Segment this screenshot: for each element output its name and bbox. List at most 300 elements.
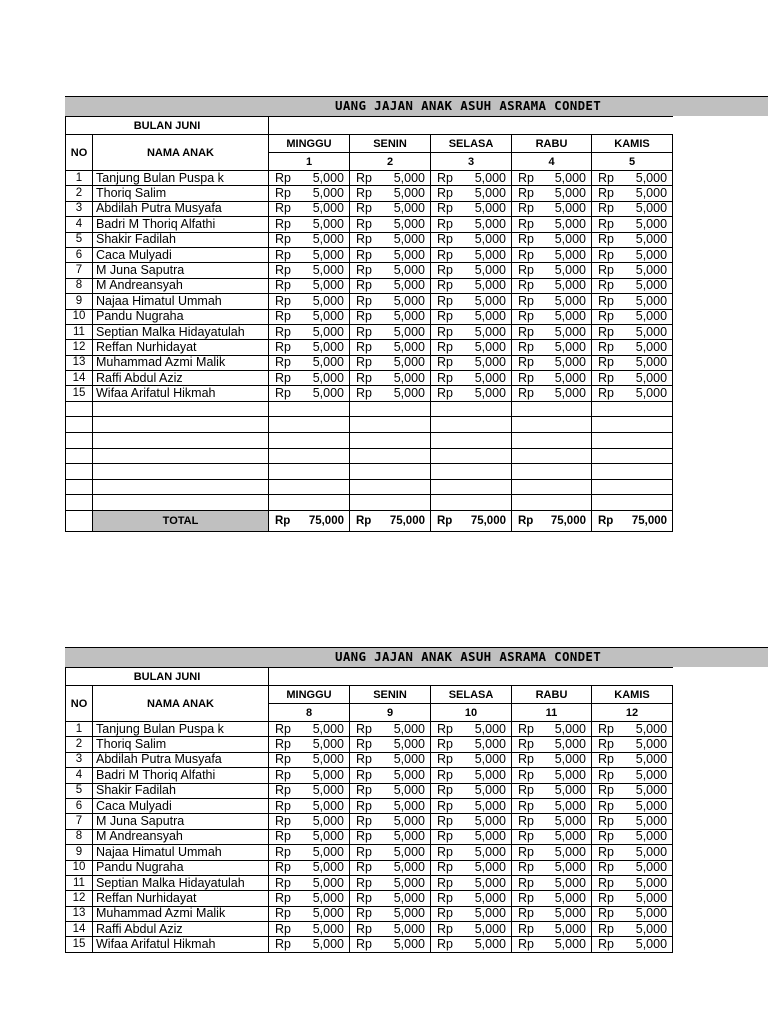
allowance-cell xyxy=(592,232,673,247)
amount-value: 5,000 xyxy=(554,937,586,952)
child-name: Septian Malka Hidayatulah xyxy=(93,324,269,339)
currency-label: Rp xyxy=(437,515,453,528)
amount-value: 5,000 xyxy=(635,324,668,339)
amount-value: 5,000 xyxy=(635,814,668,829)
empty-cell xyxy=(512,479,592,495)
currency-label: Rp xyxy=(356,752,372,767)
day-name-header: MINGGU xyxy=(269,686,350,704)
amount-value: 5,000 xyxy=(312,737,344,752)
amount-value: 5,000 xyxy=(393,278,425,293)
row-number: 3 xyxy=(66,201,93,216)
day-name-row xyxy=(66,686,673,704)
amount-value: 5,000 xyxy=(635,186,668,201)
table-row xyxy=(66,922,673,937)
day-name-header: KAMIS xyxy=(592,135,673,153)
currency-label: Rp xyxy=(275,170,291,185)
table-row xyxy=(66,906,673,921)
currency-label: Rp xyxy=(437,201,453,216)
amount-value: 5,000 xyxy=(312,798,344,813)
allowance-cell xyxy=(350,860,431,875)
amount-value: 5,000 xyxy=(474,721,506,736)
allowance-cell xyxy=(512,752,592,767)
currency-label: Rp xyxy=(356,339,372,354)
table-row xyxy=(66,186,673,201)
allowance-cell xyxy=(431,860,512,875)
allowance-cell xyxy=(512,186,592,201)
allowance-cell xyxy=(431,247,512,262)
amount-value: 5,000 xyxy=(312,293,344,308)
currency-label: Rp xyxy=(518,386,534,401)
amount-value: 5,000 xyxy=(312,309,344,324)
row-number: 13 xyxy=(66,355,93,370)
amount-value: 5,000 xyxy=(393,814,425,829)
amount-value: 5,000 xyxy=(393,844,425,859)
total-value: 75,000 xyxy=(631,515,668,528)
allowance-cell xyxy=(592,937,673,952)
empty-cell xyxy=(350,479,431,495)
empty-cell xyxy=(592,433,673,449)
amount-value: 5,000 xyxy=(393,737,425,752)
allowance-cell xyxy=(269,875,350,890)
currency-label: Rp xyxy=(275,783,291,798)
amount-value: 5,000 xyxy=(474,844,506,859)
allowance-cell xyxy=(269,814,350,829)
allowance-cell xyxy=(431,737,512,752)
allowance-cell xyxy=(350,371,431,386)
currency-label: Rp xyxy=(518,324,534,339)
allowance-cell xyxy=(592,829,673,844)
month-row xyxy=(66,668,673,686)
amount-value: 5,000 xyxy=(474,798,506,813)
table-row xyxy=(66,783,673,798)
allowance-cell xyxy=(350,845,431,860)
amount-value: 5,000 xyxy=(312,783,344,798)
amount-value: 5,000 xyxy=(635,170,668,185)
day-name-header: RABU xyxy=(512,135,592,153)
empty-cell xyxy=(431,495,512,511)
table-row xyxy=(66,814,673,829)
allowance-cell xyxy=(431,355,512,370)
currency-label: Rp xyxy=(437,752,453,767)
currency-label: Rp xyxy=(518,921,534,936)
total-value: 75,000 xyxy=(389,515,425,528)
row-number: 2 xyxy=(66,737,93,752)
currency-label: Rp xyxy=(518,515,534,528)
amount-value: 5,000 xyxy=(474,293,506,308)
total-row xyxy=(66,511,673,532)
empty-cell xyxy=(350,448,431,464)
empty-cell xyxy=(512,464,592,480)
month-blank xyxy=(269,668,673,686)
child-name: Thoriq Salim xyxy=(93,186,269,201)
allowance-cell xyxy=(512,768,592,783)
currency-label: Rp xyxy=(437,386,453,401)
currency-label: Rp xyxy=(437,937,453,952)
amount-value: 5,000 xyxy=(312,232,344,247)
allowance-cell xyxy=(512,278,592,293)
allowance-cell xyxy=(512,860,592,875)
amount-value: 5,000 xyxy=(312,937,344,952)
amount-value: 5,000 xyxy=(554,370,586,385)
amount-value: 5,000 xyxy=(312,247,344,262)
empty-row xyxy=(66,495,673,511)
allowance-cell xyxy=(512,294,592,309)
allowance-cell xyxy=(350,217,431,232)
currency-label: Rp xyxy=(356,937,372,952)
currency-label: Rp xyxy=(437,170,453,185)
currency-label: Rp xyxy=(356,906,372,921)
allowance-cell xyxy=(431,171,512,186)
amount-value: 5,000 xyxy=(393,232,425,247)
row-number: 8 xyxy=(66,829,93,844)
amount-value: 5,000 xyxy=(474,767,506,782)
row-number: 11 xyxy=(66,324,93,339)
amount-value: 5,000 xyxy=(312,355,344,370)
child-name: Tanjung Bulan Puspa k xyxy=(93,171,269,186)
allowance-table xyxy=(65,116,673,532)
day-name-header: SENIN xyxy=(350,135,431,153)
amount-value: 5,000 xyxy=(635,232,668,247)
row-number: 14 xyxy=(66,371,93,386)
currency-label: Rp xyxy=(275,737,291,752)
amount-value: 5,000 xyxy=(312,829,344,844)
allowance-cell xyxy=(431,845,512,860)
child-name: Septian Malka Hidayatulah xyxy=(93,875,269,890)
allowance-cell xyxy=(512,263,592,278)
table-row xyxy=(66,875,673,890)
amount-value: 5,000 xyxy=(554,721,586,736)
row-number: 2 xyxy=(66,186,93,201)
amount-value: 5,000 xyxy=(554,186,586,201)
row-number: 1 xyxy=(66,171,93,186)
day-number-header: 4 xyxy=(512,153,592,171)
empty-cell xyxy=(66,433,93,449)
currency-label: Rp xyxy=(437,339,453,354)
allowance-cell xyxy=(269,737,350,752)
allowance-cell xyxy=(592,294,673,309)
row-number: 6 xyxy=(66,247,93,262)
amount-value: 5,000 xyxy=(393,201,425,216)
currency-label: Rp xyxy=(437,721,453,736)
allowance-cell xyxy=(592,891,673,906)
table-row xyxy=(66,278,673,293)
allowance-cell xyxy=(592,217,673,232)
allowance-cell xyxy=(350,294,431,309)
empty-cell xyxy=(269,495,350,511)
amount-value: 5,000 xyxy=(635,370,668,385)
currency-label: Rp xyxy=(518,339,534,354)
empty-cell xyxy=(66,401,93,417)
allowance-cell xyxy=(592,186,673,201)
amount-value: 5,000 xyxy=(635,798,668,813)
month-blank xyxy=(269,117,673,135)
row-number: 9 xyxy=(66,845,93,860)
allowance-cell xyxy=(350,737,431,752)
amount-value: 5,000 xyxy=(635,737,668,752)
currency-label: Rp xyxy=(437,767,453,782)
row-number: 7 xyxy=(66,814,93,829)
empty-cell xyxy=(66,417,93,433)
amount-value: 5,000 xyxy=(393,829,425,844)
currency-label: Rp xyxy=(598,355,614,370)
amount-value: 5,000 xyxy=(312,216,344,231)
currency-label: Rp xyxy=(275,906,291,921)
allowance-cell xyxy=(269,937,350,952)
allowance-cell xyxy=(512,247,592,262)
allowance-cell xyxy=(431,232,512,247)
allowance-cell xyxy=(592,906,673,921)
currency-label: Rp xyxy=(518,278,534,293)
allowance-cell xyxy=(431,875,512,890)
col-name-header: NAMA ANAK xyxy=(93,686,269,722)
currency-label: Rp xyxy=(275,721,291,736)
row-number: 12 xyxy=(66,340,93,355)
amount-value: 5,000 xyxy=(554,216,586,231)
empty-cell xyxy=(350,464,431,480)
allowance-cell xyxy=(350,171,431,186)
amount-value: 5,000 xyxy=(393,247,425,262)
currency-label: Rp xyxy=(518,247,534,262)
allowance-cell xyxy=(269,371,350,386)
allowance-table xyxy=(65,667,673,953)
currency-label: Rp xyxy=(275,814,291,829)
empty-cell xyxy=(269,417,350,433)
allowance-cell xyxy=(269,798,350,813)
row-number: 11 xyxy=(66,875,93,890)
amount-value: 5,000 xyxy=(554,798,586,813)
amount-value: 5,000 xyxy=(474,186,506,201)
day-name-header: SELASA xyxy=(431,135,512,153)
amount-value: 5,000 xyxy=(393,216,425,231)
currency-label: Rp xyxy=(356,186,372,201)
allowance-cell xyxy=(592,752,673,767)
currency-label: Rp xyxy=(518,186,534,201)
currency-label: Rp xyxy=(598,386,614,401)
currency-label: Rp xyxy=(356,293,372,308)
amount-value: 5,000 xyxy=(393,937,425,952)
amount-value: 5,000 xyxy=(554,278,586,293)
allowance-cell xyxy=(431,906,512,921)
amount-value: 5,000 xyxy=(474,737,506,752)
day-number-header: 1 xyxy=(269,153,350,171)
currency-label: Rp xyxy=(356,829,372,844)
amount-value: 5,000 xyxy=(474,937,506,952)
table-row xyxy=(66,371,673,386)
currency-label: Rp xyxy=(518,937,534,952)
amount-value: 5,000 xyxy=(554,814,586,829)
row-number: 4 xyxy=(66,768,93,783)
allowance-cell xyxy=(269,186,350,201)
currency-label: Rp xyxy=(518,216,534,231)
day-number-header: 11 xyxy=(512,704,592,722)
currency-label: Rp xyxy=(437,906,453,921)
allowance-cell xyxy=(269,247,350,262)
amount-value: 5,000 xyxy=(393,860,425,875)
allowance-cell xyxy=(269,722,350,737)
amount-value: 5,000 xyxy=(635,767,668,782)
allowance-cell xyxy=(269,294,350,309)
amount-value: 5,000 xyxy=(312,890,344,905)
currency-label: Rp xyxy=(275,798,291,813)
currency-label: Rp xyxy=(598,890,614,905)
allowance-cell xyxy=(592,324,673,339)
allowance-cell xyxy=(431,798,512,813)
currency-label: Rp xyxy=(437,355,453,370)
allowance-cell xyxy=(592,845,673,860)
table-row xyxy=(66,891,673,906)
allowance-cell xyxy=(269,922,350,937)
empty-cell xyxy=(592,401,673,417)
day-name-header: SENIN xyxy=(350,686,431,704)
currency-label: Rp xyxy=(275,216,291,231)
empty-cell xyxy=(592,464,673,480)
amount-value: 5,000 xyxy=(474,752,506,767)
child-name: Wifaa Arifatul Hikmah xyxy=(93,937,269,952)
empty-cell xyxy=(93,448,269,464)
child-name: M Andreansyah xyxy=(93,278,269,293)
amount-value: 5,000 xyxy=(635,860,668,875)
amount-value: 5,000 xyxy=(312,186,344,201)
currency-label: Rp xyxy=(275,844,291,859)
allowance-cell xyxy=(592,340,673,355)
col-no-header: NO xyxy=(66,686,93,722)
currency-label: Rp xyxy=(437,293,453,308)
allowance-cell xyxy=(431,309,512,324)
currency-label: Rp xyxy=(437,309,453,324)
amount-value: 5,000 xyxy=(554,783,586,798)
currency-label: Rp xyxy=(356,875,372,890)
table-row xyxy=(66,309,673,324)
empty-cell xyxy=(93,479,269,495)
total-label: TOTAL xyxy=(93,511,269,532)
allowance-cell xyxy=(350,814,431,829)
currency-label: Rp xyxy=(518,767,534,782)
currency-label: Rp xyxy=(356,201,372,216)
amount-value: 5,000 xyxy=(635,201,668,216)
amount-value: 5,000 xyxy=(554,170,586,185)
currency-label: Rp xyxy=(437,278,453,293)
allowance-cell xyxy=(350,355,431,370)
amount-value: 5,000 xyxy=(554,829,586,844)
amount-value: 5,000 xyxy=(554,906,586,921)
amount-value: 5,000 xyxy=(635,339,668,354)
amount-value: 5,000 xyxy=(554,232,586,247)
empty-cell xyxy=(350,401,431,417)
row-number: 10 xyxy=(66,860,93,875)
currency-label: Rp xyxy=(598,829,614,844)
allowance-cell xyxy=(592,783,673,798)
table-row xyxy=(66,737,673,752)
amount-value: 5,000 xyxy=(393,752,425,767)
allowance-cell xyxy=(592,171,673,186)
empty-cell xyxy=(93,464,269,480)
amount-value: 5,000 xyxy=(312,324,344,339)
allowance-cell xyxy=(431,278,512,293)
empty-cell xyxy=(93,417,269,433)
allowance-cell xyxy=(592,278,673,293)
row-number: 5 xyxy=(66,232,93,247)
child-name: Thoriq Salim xyxy=(93,737,269,752)
amount-value: 5,000 xyxy=(554,860,586,875)
currency-label: Rp xyxy=(356,783,372,798)
amount-value: 5,000 xyxy=(554,890,586,905)
child-name: Badri M Thoriq Alfathi xyxy=(93,768,269,783)
currency-label: Rp xyxy=(518,890,534,905)
child-name: Caca Mulyadi xyxy=(93,247,269,262)
allowance-cell xyxy=(512,355,592,370)
empty-cell xyxy=(66,479,93,495)
currency-label: Rp xyxy=(356,860,372,875)
amount-value: 5,000 xyxy=(635,263,668,278)
amount-value: 5,000 xyxy=(635,355,668,370)
row-number: 9 xyxy=(66,294,93,309)
allowance-cell xyxy=(592,386,673,401)
sheet-title: UANG JAJAN ANAK ASUH ASRAMA CONDET xyxy=(335,649,602,664)
amount-value: 5,000 xyxy=(393,906,425,921)
child-name: Abdilah Putra Musyafa xyxy=(93,752,269,767)
currency-label: Rp xyxy=(437,247,453,262)
amount-value: 5,000 xyxy=(393,783,425,798)
day-name-row xyxy=(66,135,673,153)
empty-cell xyxy=(431,448,512,464)
empty-cell xyxy=(512,495,592,511)
amount-value: 5,000 xyxy=(474,216,506,231)
currency-label: Rp xyxy=(275,515,291,528)
currency-label: Rp xyxy=(275,278,291,293)
amount-value: 5,000 xyxy=(312,814,344,829)
table-row xyxy=(66,768,673,783)
currency-label: Rp xyxy=(598,783,614,798)
amount-value: 5,000 xyxy=(635,890,668,905)
currency-label: Rp xyxy=(518,201,534,216)
allowance-cell xyxy=(350,768,431,783)
amount-value: 5,000 xyxy=(635,752,668,767)
currency-label: Rp xyxy=(518,721,534,736)
allowance-cell xyxy=(512,171,592,186)
child-name: Pandu Nugraha xyxy=(93,860,269,875)
allowance-cell xyxy=(269,355,350,370)
amount-value: 5,000 xyxy=(635,921,668,936)
allowance-cell xyxy=(592,309,673,324)
allowance-cell xyxy=(269,891,350,906)
amount-value: 5,000 xyxy=(554,875,586,890)
amount-value: 5,000 xyxy=(554,386,586,401)
child-name: Najaa Himatul Ummah xyxy=(93,294,269,309)
allowance-cell xyxy=(269,845,350,860)
child-name: Abdilah Putra Musyafa xyxy=(93,201,269,216)
allowance-cell xyxy=(431,201,512,216)
empty-cell xyxy=(269,401,350,417)
amount-value: 5,000 xyxy=(474,170,506,185)
allowance-cell xyxy=(431,768,512,783)
currency-label: Rp xyxy=(275,386,291,401)
amount-value: 5,000 xyxy=(474,829,506,844)
allowance-cell xyxy=(350,798,431,813)
total-value: 75,000 xyxy=(550,515,586,528)
allowance-cell xyxy=(592,355,673,370)
currency-label: Rp xyxy=(598,293,614,308)
currency-label: Rp xyxy=(356,216,372,231)
amount-value: 5,000 xyxy=(393,370,425,385)
currency-label: Rp xyxy=(437,324,453,339)
allowance-cell xyxy=(269,217,350,232)
allowance-cell xyxy=(350,263,431,278)
currency-label: Rp xyxy=(437,783,453,798)
allowance-cell xyxy=(512,922,592,937)
currency-label: Rp xyxy=(598,186,614,201)
amount-value: 5,000 xyxy=(554,767,586,782)
table-row xyxy=(66,845,673,860)
